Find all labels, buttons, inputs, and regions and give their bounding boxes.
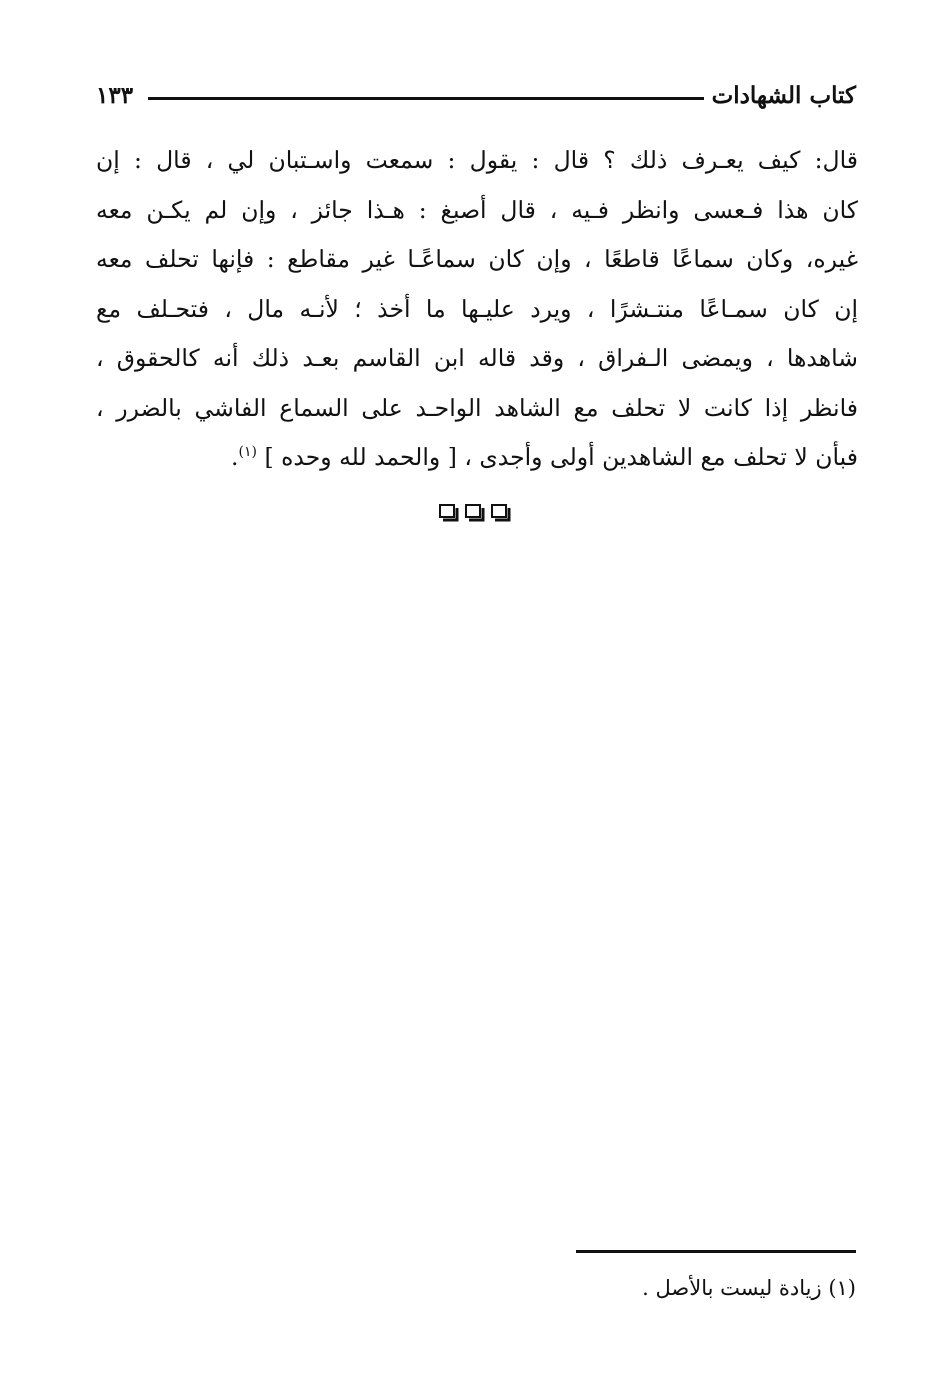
main-text xyxy=(96,136,858,483)
square-ornament-icon xyxy=(491,504,511,522)
page-header xyxy=(96,76,856,116)
text-line: إن كان سمـاعًا منتـشرًا ، ويرد عليـها ما أخذ ؛ لأنـه مال ، فتحـلف مع xyxy=(96,294,858,323)
text-line: غيره، وكان سماعًا قاطعًا ، وإن كان سماعًـا غير مقاطع : فإنها تحلف معه xyxy=(96,245,858,273)
section-end-ornament xyxy=(439,504,511,526)
footnote: (١) زيادة ليست بالأصل . xyxy=(642,1276,856,1300)
text-line: كان هذا فـعسى وانظر فـيه ، قال أصبغ : هـذا جائز ، وإن لم يكـن معه xyxy=(96,195,858,224)
header-rule xyxy=(148,97,704,100)
page-number: ١٣٣ xyxy=(96,82,134,109)
text-line: شاهدها ، ويمضى الـفراق ، وقد قاله ابن القاسم بعـد ذلك أنه كالحقوق ، xyxy=(96,344,858,372)
square-ornament-icon xyxy=(465,504,485,522)
text-line-last-body: فبأن لا تحلف مع الشاهدين أولى وأجدى ، [ والحمد لله وحده ] xyxy=(264,443,858,471)
text-line: فانظر إذا كانت لا تحلف مع الشاهد الواحـد على السماع الفاشي بالضرر ، xyxy=(96,393,858,422)
footnote-reference: (١) xyxy=(238,444,257,461)
square-ornament-icon xyxy=(439,504,459,522)
sentence-end: . xyxy=(231,443,239,471)
running-title: كتاب الشهادات xyxy=(711,82,856,109)
text-line-last xyxy=(96,433,858,483)
text-line: قال: كيف يعـرف ذلك ؟ قال : يقول : سمعت واسـتبان لي ، قال : إن xyxy=(96,146,858,174)
footnote-separator xyxy=(576,1250,856,1253)
